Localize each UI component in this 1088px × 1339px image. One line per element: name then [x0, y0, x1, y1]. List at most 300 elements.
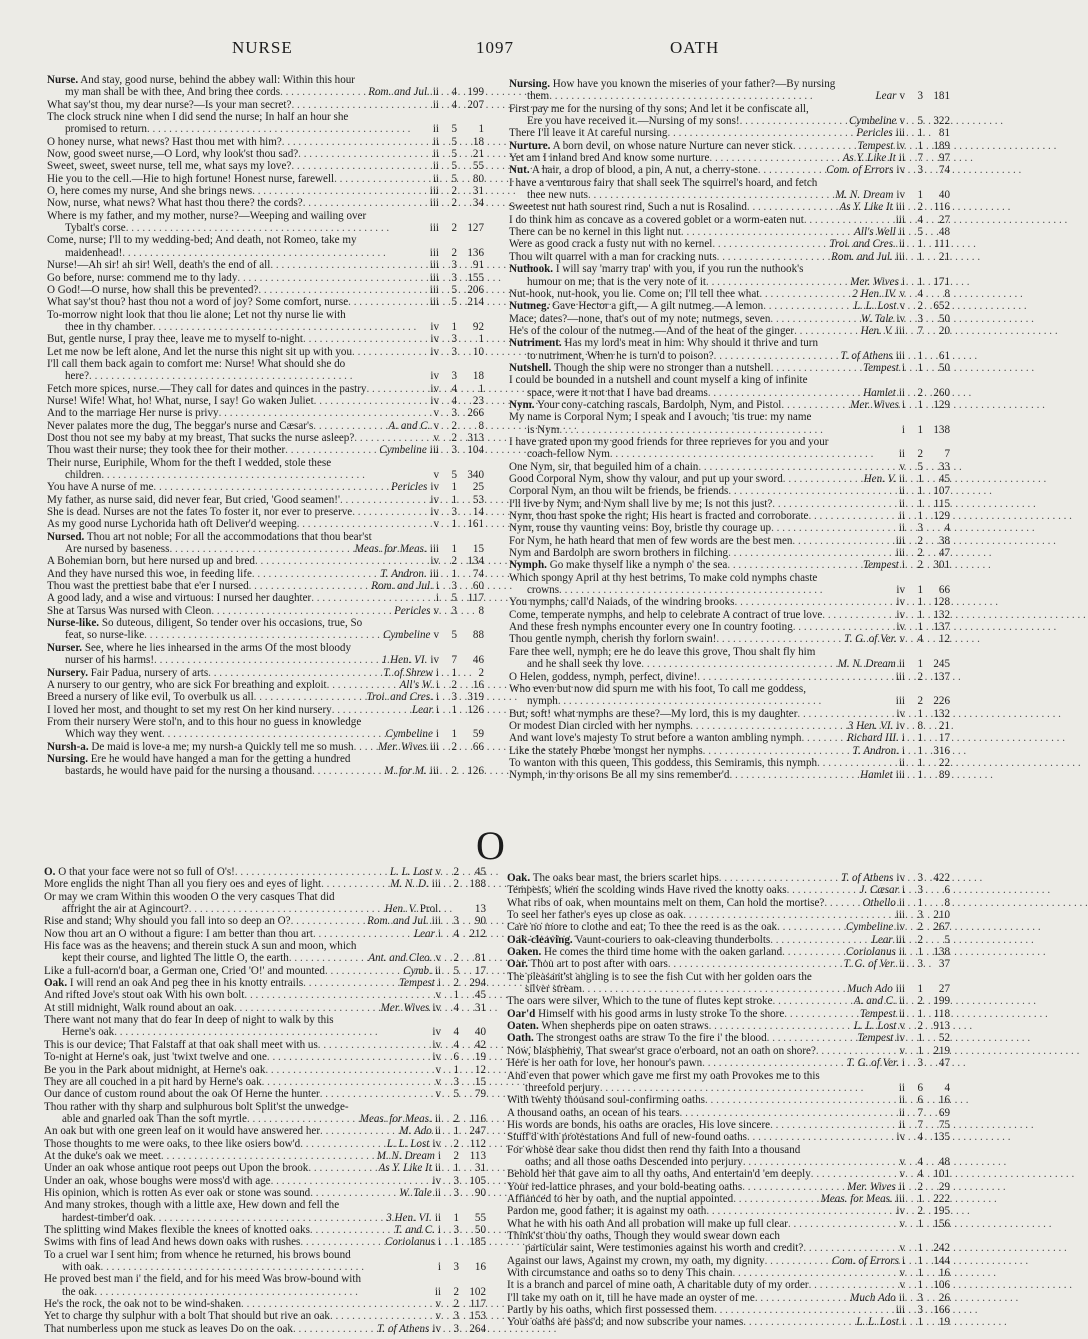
dot-leader	[153, 1212, 384, 1224]
act-number: iii	[895, 1304, 905, 1317]
dot-leader	[235, 866, 388, 878]
dot-leader	[582, 983, 845, 995]
quotation-line: Corporal Nym, an thou wilt be friends, be friends	[509, 485, 729, 498]
concordance-entry	[509, 325, 950, 337]
scene-number: 3	[453, 1223, 459, 1236]
quotation-line: Herne's oak	[62, 1026, 115, 1039]
concordance-entry	[44, 1224, 486, 1236]
quotation-text	[509, 263, 803, 275]
concordance-entry	[47, 333, 484, 345]
quotation-line: With twenty thousand soul-confirming oaths	[507, 1094, 705, 1107]
quotation-line: threefold perjury	[525, 1081, 600, 1094]
dot-leader	[792, 535, 890, 547]
scene-number: 1	[451, 493, 457, 506]
concordance-entry	[507, 1020, 950, 1032]
quotation-text	[509, 164, 758, 176]
act-number: ii	[434, 1211, 441, 1224]
dot-leader	[354, 741, 376, 753]
quotation-text	[509, 769, 729, 781]
running-head-right: OATH	[670, 38, 720, 57]
play-reference: As Y. Like It	[842, 152, 896, 165]
quotation-line: Come, nurse; I'll to my wedding-bed; And death, not Romeo, take my	[47, 234, 357, 247]
line-number: 144	[933, 1254, 950, 1267]
quotation-text	[507, 1292, 755, 1304]
scene-number: 2	[917, 695, 923, 708]
scene-number: 3	[917, 1057, 923, 1070]
quotation-text	[44, 928, 313, 940]
scene-number: 4	[453, 1026, 459, 1039]
quotation-text	[509, 708, 797, 720]
line-number: 92	[472, 320, 484, 333]
quotation-line: Sweet, sweet, sweet nurse, tell me, what says my love?	[47, 160, 292, 173]
concordance-entry	[509, 127, 950, 139]
line-number: 199	[933, 995, 950, 1008]
quotation-line: promised to return	[65, 123, 147, 136]
quotation-line: A Bohemian born, but here nursed up and bred	[47, 555, 255, 568]
entry-line	[44, 1310, 486, 1322]
dot-leader	[313, 928, 412, 940]
quotation-line: Our dance of custom round about the oak Of Herne the hunter	[44, 1088, 320, 1101]
scene-number: 1	[917, 361, 923, 374]
concordance-entry	[509, 263, 950, 288]
entry-line	[47, 518, 484, 530]
play-reference: T. G. of Ver.	[844, 633, 897, 646]
line-number: 21	[472, 148, 484, 161]
quotation-line: Fetch more spices, nurse.—They call for dates and quinces in the pastry	[47, 382, 367, 395]
quotation-line: the oak	[62, 1285, 95, 1298]
scene-number: 5	[917, 460, 923, 473]
play-reference: M. N. Dream	[376, 1149, 435, 1162]
act-number: i	[435, 703, 439, 716]
quotation-line: The pleasant'st angling is to see the fish Cut with her golden oars the	[507, 970, 812, 983]
quotation-line: Now thou art an O without a figure: I am better than thou art	[44, 927, 313, 940]
line-number: 118	[933, 1007, 950, 1020]
quotation-line: A nursery to our gentry, who are sick For breathing and exploit	[47, 678, 327, 691]
quotation-text	[509, 535, 792, 547]
entry-line	[47, 691, 484, 703]
quotation-text	[507, 1057, 702, 1069]
play-reference: 3 Hen. VI.	[386, 1211, 432, 1224]
dot-leader	[708, 387, 861, 399]
scene-number: 3	[451, 580, 457, 593]
quotation-line: And want love's majesty To strut before a wanton ambling nymph	[509, 732, 802, 745]
line-number: 20	[938, 324, 950, 337]
headword: Nurse.	[47, 74, 79, 86]
entry-line	[507, 1316, 950, 1328]
quotation-text	[527, 448, 610, 460]
quotation-line: Care no more to clothe and eat; To thee the reed is as the oak	[507, 921, 778, 934]
line-number: 27	[938, 983, 950, 996]
quotation-text	[44, 1014, 334, 1026]
act-number: ii	[898, 756, 905, 769]
line-number: 17	[474, 964, 486, 977]
act-number: iii	[895, 324, 905, 337]
act-number: iii	[429, 222, 439, 235]
concordance-entry	[507, 1316, 950, 1328]
line-number: 264	[469, 1322, 486, 1335]
scene-number: 3	[453, 1174, 459, 1187]
dot-leader	[303, 333, 425, 345]
concordance-entry	[507, 1119, 950, 1131]
dot-leader	[354, 432, 428, 444]
quotation-line: Thou wast their nurse; they took thee for their mother	[47, 444, 286, 457]
quotation-text	[44, 1076, 262, 1088]
quotation-text	[509, 226, 681, 238]
play-reference: L. L. Lost	[386, 1137, 430, 1150]
scene-number: 6	[917, 1081, 923, 1094]
quotation-line: Has my lord's meat in him: Why should it thrive and turn	[564, 337, 818, 350]
dot-leader	[783, 473, 862, 485]
quotation-line: Here is her oath for love, her honour's pawn	[507, 1057, 703, 1070]
quotation-line: Go before, nurse: commend me to thy lady	[47, 271, 238, 284]
entry-line	[44, 1138, 486, 1150]
quotation-line: He comes the third time home with the oaken garland	[544, 946, 783, 959]
line-number: 88	[472, 629, 484, 642]
quotation-text	[44, 1002, 234, 1014]
quotation-line: To a cruel war I sent him; from whence he returned, his brows bound	[44, 1248, 351, 1261]
quotation-text	[507, 1107, 680, 1119]
act-number: iv	[430, 555, 439, 568]
act-number: i	[435, 666, 439, 679]
quotation-line: space, were it not that I have bad dreams	[527, 386, 708, 399]
entry-line	[507, 1131, 950, 1143]
entry-line	[44, 1175, 486, 1187]
dot-leader	[811, 1168, 895, 1180]
line-number: 19	[938, 1316, 950, 1329]
quotation-line: Against our laws, Against my crown, my oath, my dignity	[507, 1254, 765, 1267]
quotation-text	[527, 387, 708, 399]
scene-number: 1	[917, 608, 923, 621]
scene-number: 7	[917, 1118, 923, 1131]
entry-line	[47, 629, 484, 641]
quotation-text	[47, 358, 345, 370]
entry-line	[47, 74, 484, 86]
concordance-entry	[507, 1292, 950, 1304]
dot-leader	[310, 1187, 397, 1199]
act-number: iii	[895, 933, 905, 946]
quotation-line: affright the air at Agincourt?	[62, 903, 189, 916]
play-reference: Othello	[862, 896, 896, 909]
entry-line	[507, 1020, 950, 1032]
line-number: 45	[938, 473, 950, 485]
act-number: i	[901, 1057, 905, 1070]
quotation-text	[509, 436, 828, 448]
scene-number: 2	[917, 1205, 923, 1218]
quotation-line: He proved best man i' the field, and for his meed Was brow-bound with	[44, 1273, 362, 1286]
line-number: 12	[474, 1063, 486, 1076]
scene-number: 2	[917, 201, 923, 214]
line-number: 13	[474, 903, 486, 916]
quotation-text	[47, 753, 350, 765]
quotation-text	[47, 568, 252, 580]
act-number: ii	[898, 658, 905, 671]
entry-line	[47, 605, 484, 617]
concordance-entry	[47, 185, 484, 197]
concordance-entry	[44, 1199, 486, 1224]
scene-number: 1	[917, 1254, 923, 1267]
scene-number: 2	[917, 921, 923, 934]
quotation-line: Hie you to the cell.—Hie to high fortune! Honest nurse, farewell	[47, 172, 335, 185]
play-reference: M. N. Dream	[837, 658, 896, 671]
play-reference: Cymbeline	[379, 444, 427, 457]
quotation-text	[509, 201, 747, 213]
quotation-line: Thou art to post after with oars	[530, 958, 668, 971]
concordance-entry	[47, 481, 484, 493]
dot-leader	[747, 1131, 891, 1143]
running-head-left: NURSE	[232, 38, 293, 57]
entry-line	[47, 197, 484, 209]
line-number: 115	[933, 497, 950, 510]
entry-line	[509, 535, 950, 547]
act-number: iv	[430, 394, 439, 407]
quotation-line: particular saint, Were testimonies against his worth and credit?	[525, 1242, 804, 1255]
headword: Nursing.	[47, 752, 88, 765]
entry-line	[509, 387, 950, 399]
dot-leader	[311, 592, 431, 604]
entry-line	[47, 234, 484, 246]
line-number: 81	[474, 952, 486, 965]
quotation-line: Your red-lattice phrases, and your bold-beating oaths	[507, 1180, 743, 1193]
scene-number: 1	[453, 1125, 459, 1138]
dot-leader	[265, 1064, 430, 1076]
act-number: ii	[898, 1106, 905, 1119]
concordance-entry	[509, 671, 950, 683]
entry-line	[509, 424, 950, 436]
scene-number: 3	[451, 506, 457, 519]
quotation-text	[525, 1082, 600, 1094]
quotation-line: Under an oak whose antique root peeps out Upon the brook	[44, 1162, 309, 1175]
play-reference: A. and C.	[853, 995, 896, 1008]
play-reference: T. of Athens	[377, 1322, 430, 1335]
quotation-line: thee new nuts	[527, 189, 588, 202]
quotation-text	[47, 457, 331, 469]
dot-leader	[270, 259, 424, 271]
dot-leader	[822, 609, 891, 621]
line-number: 40	[938, 189, 950, 202]
quotation-line: Himself with his good arms in lusty stroke To the shore	[538, 1007, 785, 1020]
dot-leader	[770, 313, 858, 325]
dot-leader	[153, 481, 389, 493]
headword: Nursery.	[47, 666, 88, 679]
quotation-text	[47, 716, 361, 728]
concordance-entry	[44, 1088, 486, 1100]
concordance-entry	[47, 160, 484, 172]
quotation-text	[47, 197, 303, 209]
play-reference: Troi. and Cres.	[829, 238, 896, 251]
scene-number: 1	[917, 584, 923, 597]
line-number: 214	[467, 296, 484, 309]
entry-line	[507, 946, 950, 958]
quotation-line: And rifted Jove's stout oak With his own bolt	[44, 989, 245, 1002]
entry-line	[47, 469, 484, 481]
quotation-line: His words are bonds, his oaths are oracles, His love sincere	[507, 1118, 771, 1131]
page-number: 1097	[476, 38, 514, 57]
line-number: 207	[467, 98, 484, 111]
entry-line	[507, 1242, 950, 1254]
scene-number: 1	[917, 1279, 923, 1292]
entry-line	[507, 995, 950, 1007]
quotation-text	[509, 732, 801, 744]
dot-leader	[291, 160, 428, 172]
quotation-text	[509, 103, 809, 115]
act-number: ii	[432, 98, 439, 111]
act-number: ii	[434, 964, 441, 977]
concordance-entry	[507, 1218, 950, 1230]
act-number: ii	[898, 473, 905, 485]
concordance-entry	[507, 1008, 950, 1020]
line-number: 316	[933, 744, 950, 757]
play-reference: T. of Athens	[841, 872, 894, 884]
scene-number: 4	[917, 1155, 923, 1168]
play-reference: Coriolanus	[845, 946, 896, 959]
dot-leader	[297, 518, 429, 530]
concordance-entry	[509, 621, 950, 633]
line-number: 89	[938, 769, 950, 782]
headword: Oar.	[507, 958, 528, 971]
play-reference: M. for M.	[384, 765, 427, 778]
column-top-right	[509, 78, 950, 782]
quotation-text	[65, 629, 144, 641]
entry-line	[44, 1199, 486, 1211]
dot-leader	[782, 946, 844, 958]
quotation-text	[509, 411, 811, 423]
quotation-line: able and gnarled oak Than the soft myrtle	[62, 1112, 247, 1125]
quotation-text	[44, 1273, 361, 1285]
entry-line	[509, 510, 950, 522]
headword: Nutriment.	[509, 337, 562, 350]
scene-number: 1	[453, 1236, 459, 1249]
entry-line	[507, 921, 950, 933]
act-number: ii	[898, 995, 905, 1008]
scene-number: 2	[451, 419, 457, 432]
quotation-line: I have grated upon my good friends for three reprieves for you and your	[509, 435, 829, 448]
entry-line	[44, 1224, 486, 1236]
line-number: 161	[467, 518, 484, 531]
entry-line	[47, 457, 484, 469]
quotation-text	[44, 1199, 339, 1211]
line-number: 19	[474, 1051, 486, 1064]
dot-leader	[271, 1175, 428, 1187]
concordance-entry	[44, 891, 486, 916]
line-number: 15	[474, 1075, 486, 1088]
play-reference: Tempest	[862, 361, 899, 374]
headword: Oaten.	[507, 1020, 539, 1033]
line-number: 48	[938, 226, 950, 239]
entry-line	[44, 891, 486, 903]
entry-line	[44, 1286, 486, 1298]
line-number: 69	[938, 1106, 950, 1119]
concordance-entry	[509, 572, 950, 597]
quotation-line: Or modest Dian circled with her nymphs	[509, 719, 691, 732]
line-number: 8	[478, 604, 484, 617]
quotation-text	[65, 123, 147, 135]
scene-number: 1	[917, 1242, 923, 1255]
dot-leader	[743, 1316, 854, 1328]
dot-leader	[312, 765, 382, 777]
entry-line	[47, 123, 484, 135]
headword: Oath.	[507, 1032, 534, 1045]
quotation-line: bastards, he would have paid for the nursing a thousand	[65, 765, 313, 778]
entry-line	[509, 473, 950, 485]
play-reference: T. of Shrew	[383, 666, 433, 679]
scene-number: 1	[451, 567, 457, 580]
quotation-line: See, where he lies inhearsed in the arms Of the most bloody	[84, 641, 351, 654]
entry-line	[507, 1193, 950, 1205]
quotation-text	[507, 1304, 714, 1316]
concordance-entry	[509, 411, 950, 436]
concordance-entry	[509, 535, 950, 547]
concordance-entry	[509, 214, 950, 226]
dot-leader	[348, 296, 425, 308]
quotation-line: feat, so nurse-like	[65, 629, 145, 642]
concordance-entry	[47, 753, 484, 778]
act-number: iii	[895, 250, 905, 263]
scene-number: 3	[917, 958, 923, 971]
entry-line	[47, 580, 484, 592]
quotation-text	[47, 99, 291, 111]
act-number: i	[435, 728, 439, 741]
dot-leader	[803, 1242, 894, 1254]
act-number: i	[901, 744, 905, 757]
line-number: 33	[938, 460, 950, 473]
dot-leader	[291, 915, 366, 927]
play-reference: All's W.	[399, 678, 433, 691]
scene-number: 1	[917, 139, 923, 152]
line-number: 21	[938, 250, 950, 263]
dot-leader	[709, 1020, 852, 1032]
entry-line	[509, 276, 950, 288]
dot-leader	[719, 872, 839, 884]
play-reference: L. L. Lost	[853, 1020, 897, 1033]
dot-leader	[697, 671, 891, 683]
quotation-text	[509, 572, 817, 584]
act-number: i	[435, 580, 439, 593]
quotation-text	[47, 506, 352, 518]
scene-number: 3	[451, 345, 457, 358]
dot-leader	[237, 272, 424, 284]
scene-number: 3	[451, 691, 457, 704]
entry-line	[44, 1212, 486, 1224]
quotation-line: And many strokes, though with a little axe, Hew down and fell the	[44, 1199, 340, 1212]
act-number: Prol.	[419, 903, 441, 916]
entry-line	[47, 444, 484, 456]
dot-leader	[169, 543, 352, 555]
dot-leader	[291, 99, 427, 111]
entry-line	[507, 1279, 950, 1291]
quotation-text	[44, 940, 356, 952]
quotation-text	[47, 741, 354, 753]
quotation-line: Now, good sweet nurse,—O Lord, why look'st thou sad?	[47, 148, 299, 161]
concordance-entry	[507, 946, 950, 958]
quotation-text	[47, 284, 258, 296]
dot-leader	[147, 123, 428, 135]
line-number: 127	[467, 222, 484, 235]
act-number: v	[899, 1279, 905, 1292]
quotation-text	[507, 1279, 809, 1291]
quotation-text	[509, 214, 804, 226]
quotation-text	[507, 1131, 747, 1143]
quotation-line: O, here comes my nurse, And she brings news	[47, 185, 253, 198]
scene-number: 3	[451, 370, 457, 383]
line-number: 66	[472, 740, 484, 753]
quotation-text	[62, 952, 289, 964]
play-reference: M. N. Dream	[835, 189, 894, 202]
entry-line	[509, 522, 950, 534]
quotation-text	[44, 1162, 308, 1174]
quotation-line: How have you known the miseries of your father?—By nursing	[552, 78, 836, 90]
quotation-text	[509, 485, 728, 497]
line-number: 50	[938, 312, 950, 325]
